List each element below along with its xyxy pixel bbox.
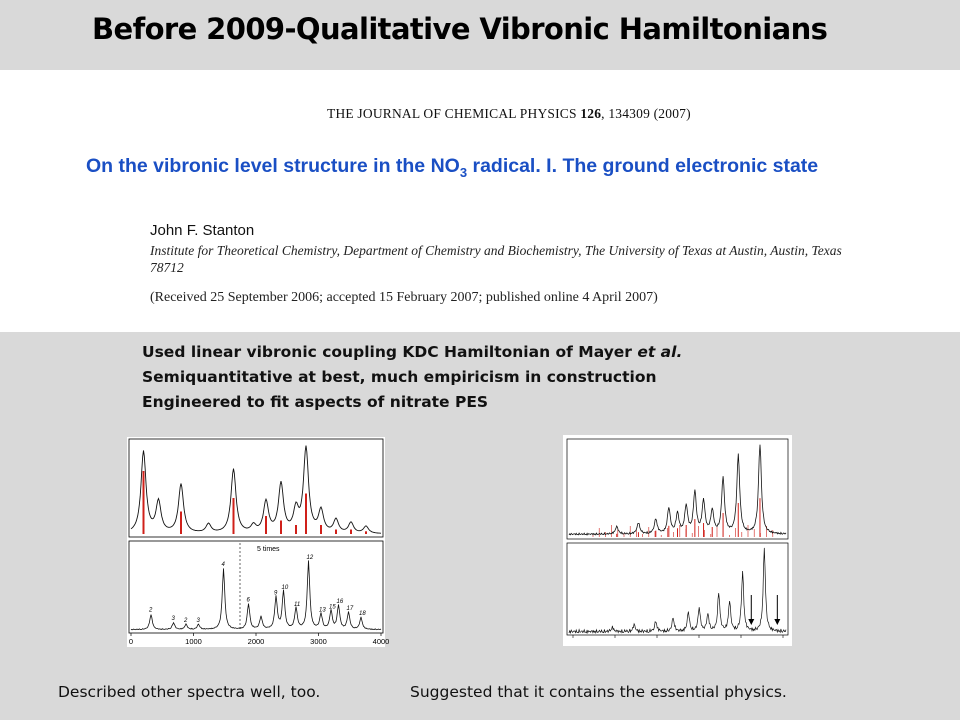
peak-label: 11	[294, 601, 301, 608]
journal-pages: 134309 (2007)	[608, 106, 691, 121]
slide-title: Before 2009-Qualitative Vibronic Hamiltonians	[92, 12, 828, 46]
peak-label: 4	[221, 561, 225, 568]
peak-label: 3	[196, 617, 200, 624]
right-spectrum-plot	[563, 435, 792, 646]
caption-left: Described other spectra well, too.	[58, 683, 321, 701]
left-spectrum-plot	[127, 437, 390, 647]
paper-author: John F. Stanton	[150, 222, 255, 239]
paper-title: On the vibronic level structure in the $NO_3$ radical. I. The ground electronic state	[86, 155, 819, 180]
peak-label: 12	[306, 555, 314, 561]
bullet-line-3: Engineered to fit aspects of nitrate PES	[142, 393, 489, 411]
x-tick-label: 4000	[372, 637, 390, 646]
left-spectrum-figure	[127, 437, 390, 647]
journal-name: THE JOURNAL OF CHEMICAL PHYSICS	[327, 106, 577, 121]
x-tick-label: 0	[128, 637, 134, 646]
arrow-head	[774, 619, 780, 625]
peak-label: 3	[171, 616, 175, 623]
peak-label: 16	[336, 599, 344, 606]
peak-label: 13	[319, 607, 326, 614]
bottom-spectrum-line	[131, 560, 381, 630]
top-panel-frame	[129, 439, 383, 537]
bottom-panel-annotation: 5 times	[257, 546, 280, 553]
x-tick-label: 2000	[247, 637, 265, 646]
peak-label: 6	[246, 597, 250, 604]
top-spectrum-line	[569, 445, 786, 535]
peak-label: 2	[184, 617, 188, 624]
bottom-panel-frame	[567, 543, 788, 635]
right-spectrum-figure	[563, 435, 792, 646]
bullet-list	[142, 340, 682, 415]
x-tick-label: 3000	[310, 637, 327, 646]
paper-received-dates: (Received 25 September 2006; accepted 15 February 2007; published online 4 April 2007)	[150, 290, 658, 305]
caption-right: Suggested that it contains the essential physics.	[410, 683, 787, 701]
journal-volume: 126	[580, 106, 602, 121]
bullet-line-2: Semiquantitative at best, much empiricism in construction	[142, 368, 657, 386]
paper-header-image	[0, 70, 960, 332]
journal-citation: THE JOURNAL OF CHEMICAL PHYSICS 126, 134309 (2007)	[327, 106, 691, 121]
peak-label: 9	[274, 590, 278, 597]
paper-affiliation: Institute for Theoretical Chemistry, Department of Chemistry and Biochemistry, The University of Texas at Austin, Austin, Texas 78712	[150, 243, 842, 275]
peak-label: 17	[346, 606, 354, 612]
bullet-line-1: Used linear vibronic coupling KDC Hamiltonian of Mayer et al.	[142, 343, 683, 361]
top-spectrum-line	[131, 446, 381, 534]
peak-label: 10	[281, 584, 289, 591]
x-tick-label: 1000	[185, 637, 202, 646]
peak-label: 2	[149, 607, 153, 614]
peak-label: 18	[359, 611, 366, 618]
peak-label: 15	[329, 604, 336, 611]
arrow-head	[748, 619, 754, 625]
bottom-panel-frame	[129, 541, 383, 633]
